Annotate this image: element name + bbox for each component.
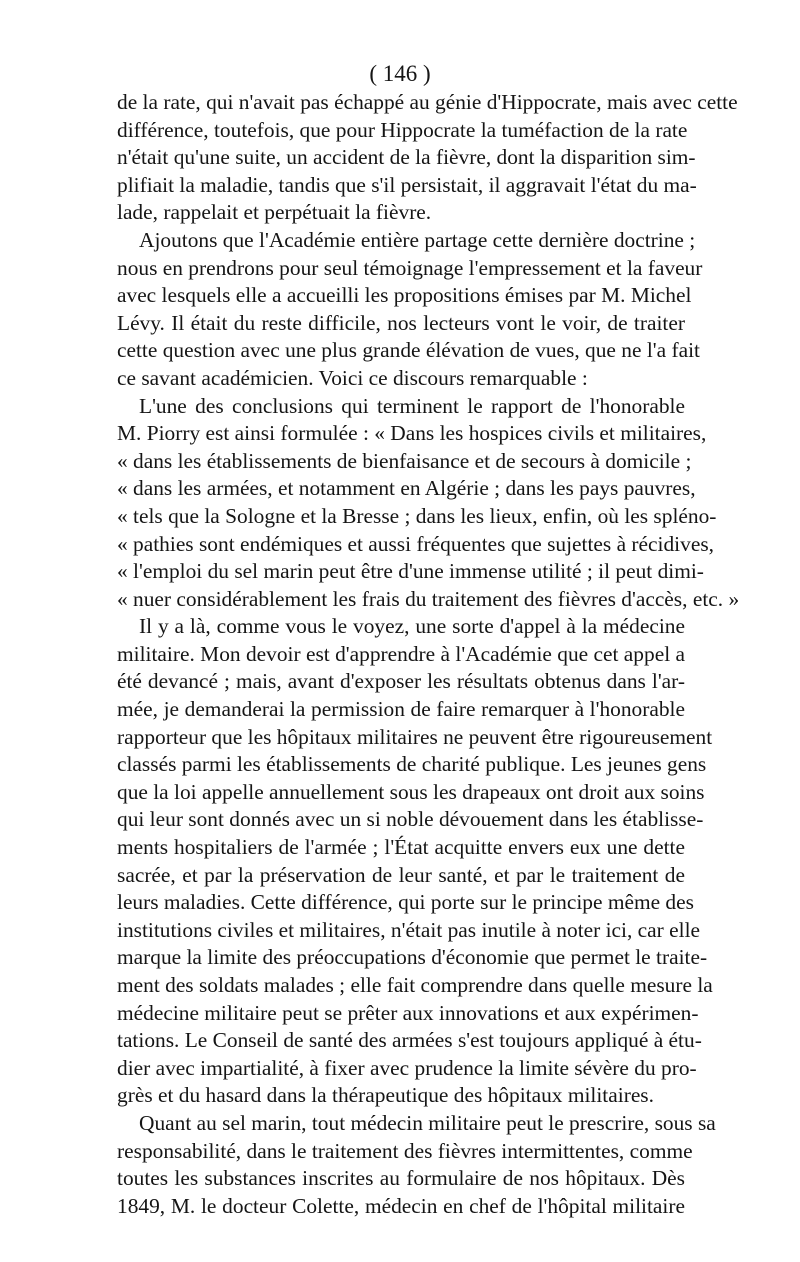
text-line: « dans les armées, et notamment en Algérie ; dans les pays pauvres,	[117, 476, 696, 501]
text-line: sacrée, et par la préservation de leur santé, et par le traitement de	[117, 862, 685, 887]
text-line: « nuer considérablement les frais du traitement des fièvres d'accès, etc. »	[117, 586, 740, 611]
text-line: rapporteur que les hôpitaux militaires ne peuvent être rigoureusement	[117, 724, 713, 749]
text-line: grès et du hasard dans la thérapeutique des hôpitaux militaires.	[117, 1083, 654, 1108]
text-line: « dans les établissements de bienfaisance et de secours à domicile ;	[117, 448, 692, 473]
text-line: différence, toutefois, que pour Hippocrate la tuméfaction de la rate	[117, 117, 688, 142]
text-line: ment des soldats malades ; elle fait comprendre dans quelle mesure la	[117, 973, 713, 997]
text-line: institutions civiles et militaires, n'était pas inutile à noter ici, car elle	[117, 917, 701, 942]
text-line: Il y a là, comme vous le voyez, une sorte d'appel à la médecine	[139, 614, 685, 639]
text-line: été devancé ; mais, avant d'exposer les résultats obtenus dans l'ar-	[117, 669, 685, 694]
text-line: « l'emploi du sel marin peut être d'une immense utilité ; il peut dimi-	[117, 559, 704, 584]
text-line: tations. Le Conseil de santé des armées s'est toujours appliqué à étu-	[117, 1028, 702, 1053]
text-line: nous en prendrons pour seul témoignage l'empressement et la faveur	[117, 255, 703, 280]
text-line: cette question avec une plus grande élévation de vues, que ne l'a fait	[117, 338, 700, 363]
text-line: avec lesquels elle a accueilli les propositions émises par M. Michel	[117, 283, 692, 308]
text-line: mée, je demanderai la permission de faire remarquer à l'honorable	[117, 697, 685, 722]
text-line: M. Piorry est ainsi formulée : « Dans les hospices civils et militaires,	[117, 421, 707, 446]
text-line: n'était qu'une suite, un accident de la fièvre, dont la disparition sim-	[117, 145, 696, 170]
text-line: classés parmi les établissements de charité publique. Les jeunes gens	[117, 752, 707, 777]
text-line: « tels que la Sologne et la Bresse ; dans les lieux, enfin, où les spléno-	[117, 503, 717, 528]
text-line: responsabilité, dans le traitement des fièvres intermittentes, comme	[117, 1138, 693, 1163]
text-line: ments hospitaliers de l'armée ; l'État acquitte envers eux une dette	[117, 835, 685, 860]
text-line: médecine militaire peut se prêter aux innovations et aux expérimen-	[117, 1000, 699, 1025]
text-line: qui leur sont donnés avec un si noble dévouement dans les établisse-	[117, 807, 704, 832]
page-number: ( 146 )	[369, 61, 431, 86]
text-line: « pathies sont endémiques et aussi fréquentes que sujettes à récidives,	[117, 531, 714, 556]
text-line: lade, rappelait et perpétuait la fièvre.	[117, 200, 432, 225]
text-line: ce savant académicien. Voici ce discours remarquable :	[117, 365, 588, 390]
text-line: leurs maladies. Cette différence, qui porte sur le principe même des	[117, 890, 694, 915]
text-line: militaire. Mon devoir est d'apprendre à l'Académie que cet appel a	[117, 641, 685, 666]
text-line: plifiait la maladie, tandis que s'il persistait, il aggravait l'état du ma-	[117, 172, 697, 197]
text-line: 1849, M. le docteur Colette, médecin en chef de l'hôpital militaire	[117, 1193, 685, 1218]
text-line: Ajoutons que l'Académie entière partage cette dernière doctrine ;	[139, 227, 696, 252]
text-line: de la rate, qui n'avait pas échappé au génie d'Hippocrate, mais avec cette	[117, 90, 738, 114]
text-line: dier avec impartialité, à fixer avec prudence la limite sévère du pro-	[117, 1055, 697, 1080]
text-line: Lévy. Il était du reste difficile, nos lecteurs vont le voir, de traiter	[117, 310, 685, 335]
body-text	[117, 89, 740, 1220]
text-line: marque la limite des préoccupations d'économie que permet le traite-	[117, 945, 708, 970]
text-line: toutes les substances inscrites au formulaire de nos hôpitaux. Dès	[117, 1166, 685, 1191]
text-line: que la loi appelle annuellement sous les drapeaux ont droit aux soins	[117, 779, 705, 804]
text-line: L'une des conclusions qui terminent le rapport de l'honorable	[139, 393, 685, 418]
text-line: Quant au sel marin, tout médecin militaire peut le prescrire, sous sa	[139, 1110, 716, 1135]
